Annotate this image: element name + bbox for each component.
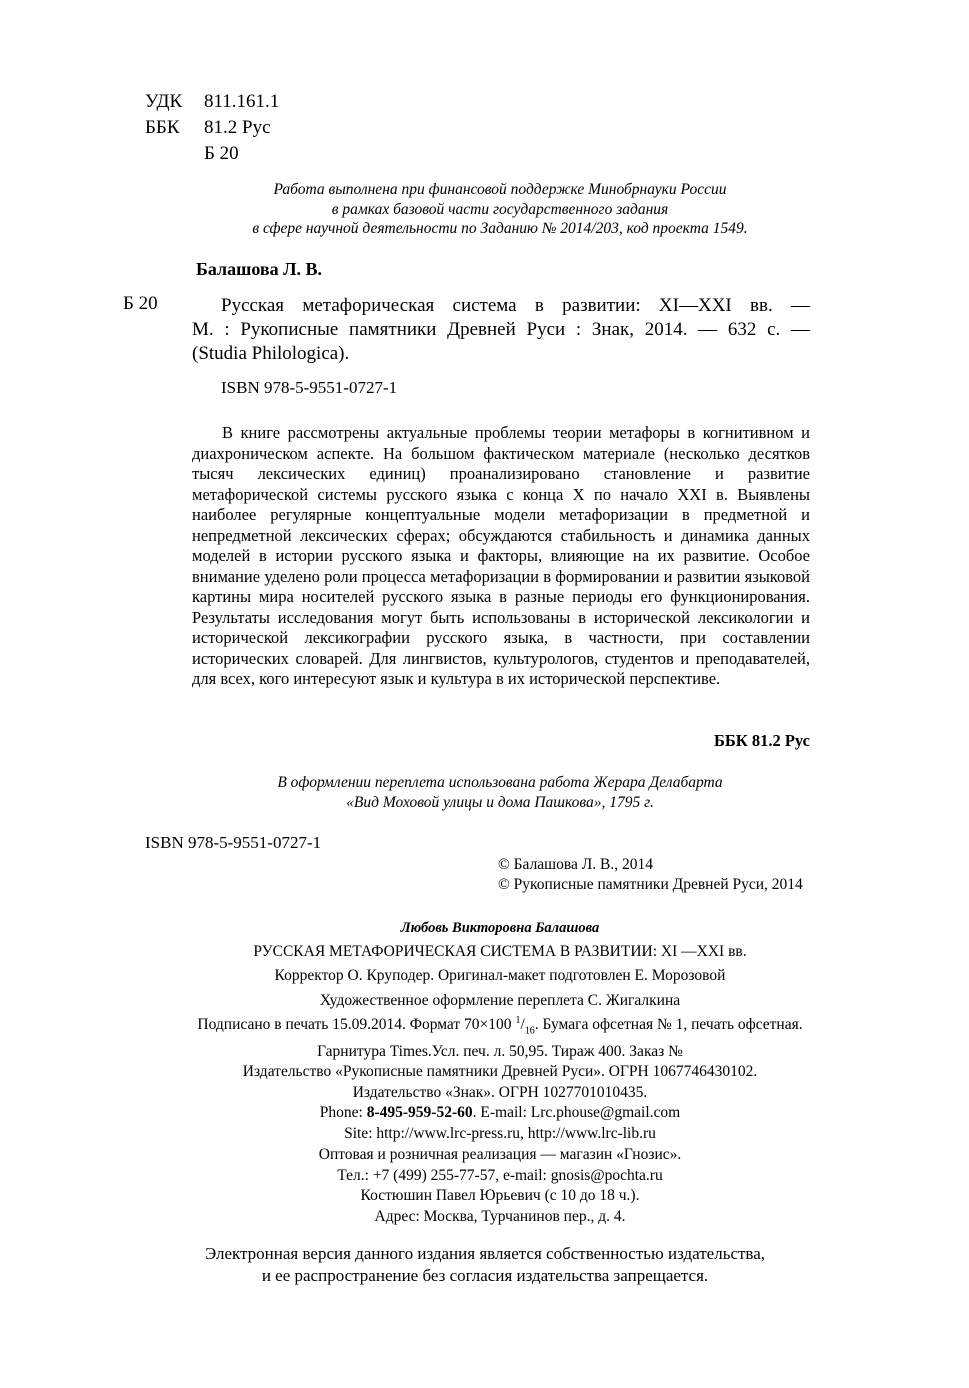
grant-line: в рамках базовой части государственного задания <box>331 200 669 218</box>
format-numerator: 1 <box>515 1015 521 1026</box>
classification-block <box>145 89 279 167</box>
copyright-line: © Балашова Л. В., 2014 <box>498 856 653 873</box>
catalog-mark: Б 20 <box>123 293 158 314</box>
isbn-main: ISBN 978-5-9551-0727-1 <box>145 833 322 852</box>
author-mark: Б 20 <box>204 143 239 164</box>
cover-note <box>200 773 800 812</box>
copyright-line: © Рукописные памятники Древней Руси, 2014 <box>498 876 803 893</box>
bibliographic-title <box>192 294 810 366</box>
colophon-title: РУССКАЯ МЕТАФОРИЧЕСКАЯ СИСТЕМА В РАЗВИТИИ: XI —XXI вв. <box>253 942 747 960</box>
colophon-cover-design: Художественное оформление переплета С. Жигалкина <box>319 991 681 1009</box>
author-heading: Балашова Л. В. <box>196 259 323 279</box>
colophon <box>100 918 900 1144</box>
bbk-label: ББК <box>145 117 180 138</box>
grant-line: Работа выполнена при финансовой поддержке Минобрнауки России <box>273 181 727 198</box>
footer-notice <box>100 1243 870 1287</box>
author-mark-line <box>145 141 279 167</box>
retail-line: Адрес: Москва, Турчанинов пер., д. 4. <box>374 1207 626 1225</box>
isbn-entry: ISBN 978-5-9551-0727-1 <box>221 378 398 397</box>
bbk-line <box>145 115 279 141</box>
udk-line <box>145 89 279 115</box>
colophon-contact: Phone: 8-495-959-52-60. E-mail: Lrc.phouse@gmail.com <box>319 1104 681 1122</box>
udk-value: 811.161.1 <box>204 91 280 112</box>
abstract <box>192 423 810 690</box>
colophon-print-signed: Подписано в печать 15.09.2014. Формат 70×100 $^1/_{16}$. Бумага офсетная № 1, печать офсетная. <box>197 1015 803 1037</box>
title-line: (Studia Philologica). <box>192 343 350 364</box>
colophon-site: Site: http://www.lrc-press.ru, http://www.lrc-lib.ru <box>344 1124 656 1142</box>
colophon-author: Любовь Викторовна Балашова <box>400 920 600 936</box>
grant-note <box>150 180 850 239</box>
title-line: М. : Рукописные памятники Древней Руси : Знак, 2014. — 632 с. — <box>192 319 810 340</box>
retail-line: Оптовая и розничная реализация — магазин «Гнозис». <box>318 1146 682 1163</box>
cover-note-line: В оформлении переплета использована работа Жерара Делабарта <box>277 774 723 791</box>
colophon-typeface: Гарнитура Times.Усл. печ. л. 50,95. Тираж 400. Заказ № <box>317 1042 683 1060</box>
format-denominator: 16 <box>524 1025 535 1037</box>
retail-line: Тел.: +7 (499) 255-77-57, e-mail: gnosis@pochta.ru <box>337 1166 663 1184</box>
copyrights <box>498 855 803 895</box>
bbk-value: 81.2 Рус <box>204 117 271 138</box>
udk-label: УДК <box>145 91 183 112</box>
grant-line: в сфере научной деятельности по Заданию № 2014/203, код проекта 1549. <box>252 220 748 237</box>
cover-note-line: «Вид Моховой улицы и дома Пашкова», 1795 г. <box>346 793 654 811</box>
colophon-editors: Корректор О. Круподер. Оригинал-макет подготовлен Е. Морозовой <box>274 967 726 984</box>
footer-notice-line: Электронная версия данного издания является собственностью издательства, <box>204 1244 766 1263</box>
colophon-publisher: Издательство «Знак». ОГРН 1027701010435. <box>352 1083 648 1101</box>
colophon-publisher: Издательство «Рукописные памятники Древней Руси». ОГРН 1067746430102. <box>242 1063 758 1081</box>
phone-number: 8-495-959-52-60 <box>366 1104 473 1122</box>
email-text: . E-mail: Lrc.phouse@gmail.com <box>472 1104 681 1122</box>
footer-notice-line: и ее распространение без согласия издательства запрещается. <box>261 1266 709 1285</box>
retail-info <box>100 1145 900 1227</box>
title-line: Русская метафорическая система в развитии: XI—XXI вв. — <box>221 295 810 316</box>
bbk-bottom: ББК 81.2 Рус <box>713 731 810 750</box>
retail-line: Костюшин Павел Юрьевич (с 10 до 18 ч.). <box>360 1187 640 1204</box>
abstract-text: В книге рассмотрены актуальные проблемы теории метафоры в когнитивном и диахроническом аспекте. На большом фактическом материале (несколько десятков тысяч лексических единиц) проанализировано становление и развитие метафорической системы русского языка с конца X по начало XXI в. Выявлены наиболее регулярные концептуальные модели метафоризации в предметной и непредметной лексических сферах; обсуждаются стабильность и динамика данных моделей в истории русского языка и факторы, влияющие на их развитие. Особое внимание уделено роли процесса метафоризации в формировании и развитии языковой картины мира носителей русского языка в разные периоды его функционирования. Результаты исследования могут быть использованы в исторической лексикологии и исторической лексикографии русского языка, в частности, при составлении исторических словарей. Для лингвистов, культурологов, студентов и преподавателей, для всех, кого интересуют язык и культура в их исторической перспективе. <box>192 423 810 688</box>
